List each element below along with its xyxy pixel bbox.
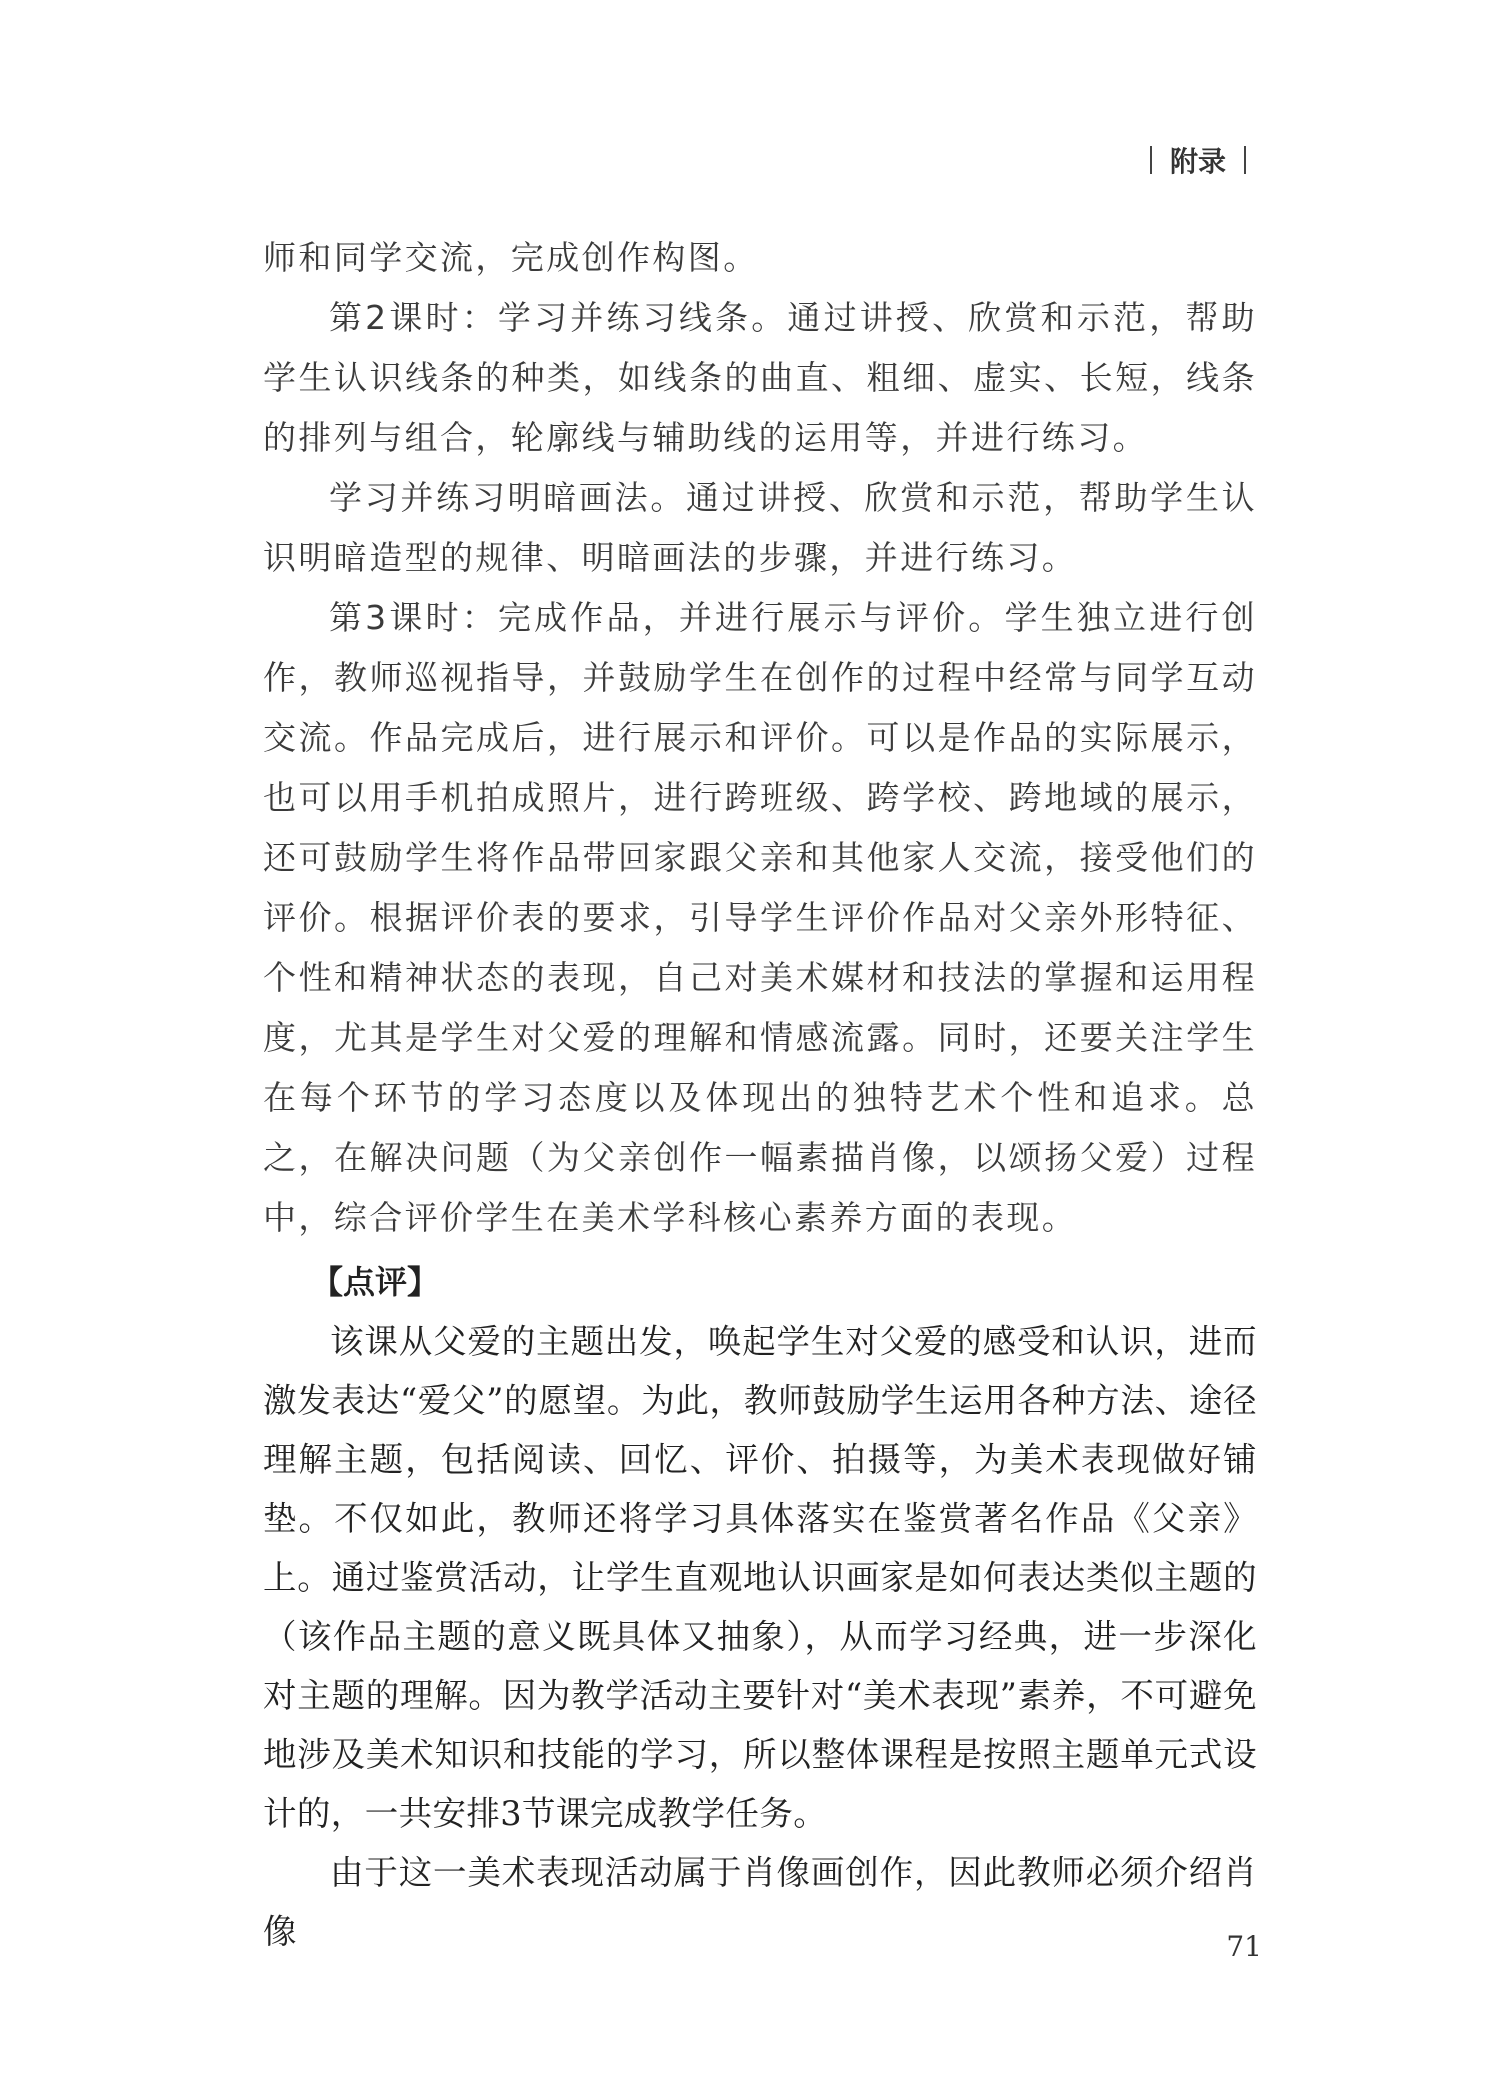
paragraph-lesson-3: 第3课时：完成作品，并进行展示与评价。学生独立进行创作，教师巡视指导，并鼓励学生在创作的过程中经常与同学互动交流。作品完成后，进行展示和评价。可以是作品的实际展示，也可以用手机拍成照片，进行跨班级、跨学校、跨地域的展示，还可鼓励学生将作品带回家跟父亲和其他家人交流，接受他们的评价。根据评价表的要求，引导学生评价作品对父亲外形特征、个性和精神状态的表现，自己对美术媒材和技法的掌握和运用程度，尤其是学生对父爱的理解和情感流露。同时，还要关注学生在每个环节的学习态度以及体现出的独特艺术个性和追求。总之，在解决问题（为父亲创作一幅素描肖像，以颂扬父爱）过程中，综合评价学生在美术学科核心素养方面的表现。 xyxy=(263,598,1257,1237)
header-left-rule xyxy=(1150,146,1152,174)
page-body xyxy=(263,228,1257,1961)
paragraph-continuation: 师和同学交流，完成创作构图。 xyxy=(263,238,759,277)
running-header xyxy=(1132,140,1264,180)
review-paragraph-2: 由于这一美术表现活动属于肖像画创作，因此教师必须介绍肖像 xyxy=(263,1853,1257,1951)
section-heading-review: 【点评】 xyxy=(311,1263,440,1301)
paragraph-shading: 学习并练习明暗画法。通过讲授、欣赏和示范，帮助学生认识明暗造型的规律、明暗画法的步骤，并进行练习。 xyxy=(263,478,1257,577)
header-right-rule xyxy=(1244,146,1246,174)
header-title: 附录 xyxy=(1169,145,1226,178)
review-paragraph-1: 该课从父爱的主题出发，唤起学生对父爱的感受和认识，进而激发表达“爱父”的愿望。为此，教师鼓励学生运用各种方法、途径理解主题，包括阅读、回忆、评价、拍摄等，为美术表现做好铺垫。不仅如此，教师还将学习具体落实在鉴赏著名作品《父亲》上。通过鉴赏活动，让学生直观地认识画家是如何表达类似主题的（该作品主题的意义既具体又抽象），从而学习经典，进一步深化对主题的理解。因为教学活动主要针对“美术表现”素养，不可避免地涉及美术知识和技能的学习，所以整体课程是按照主题单元式设计的，一共安排3节课完成教学任务。 xyxy=(263,1322,1257,1833)
paragraph-lesson-2: 第2课时：学习并练习线条。通过讲授、欣赏和示范，帮助学生认识线条的种类，如线条的曲直、粗细、虚实、长短，线条的排列与组合，轮廓线与辅助线的运用等，并进行练习。 xyxy=(263,298,1257,457)
page-number: 71 xyxy=(1226,1930,1262,1963)
